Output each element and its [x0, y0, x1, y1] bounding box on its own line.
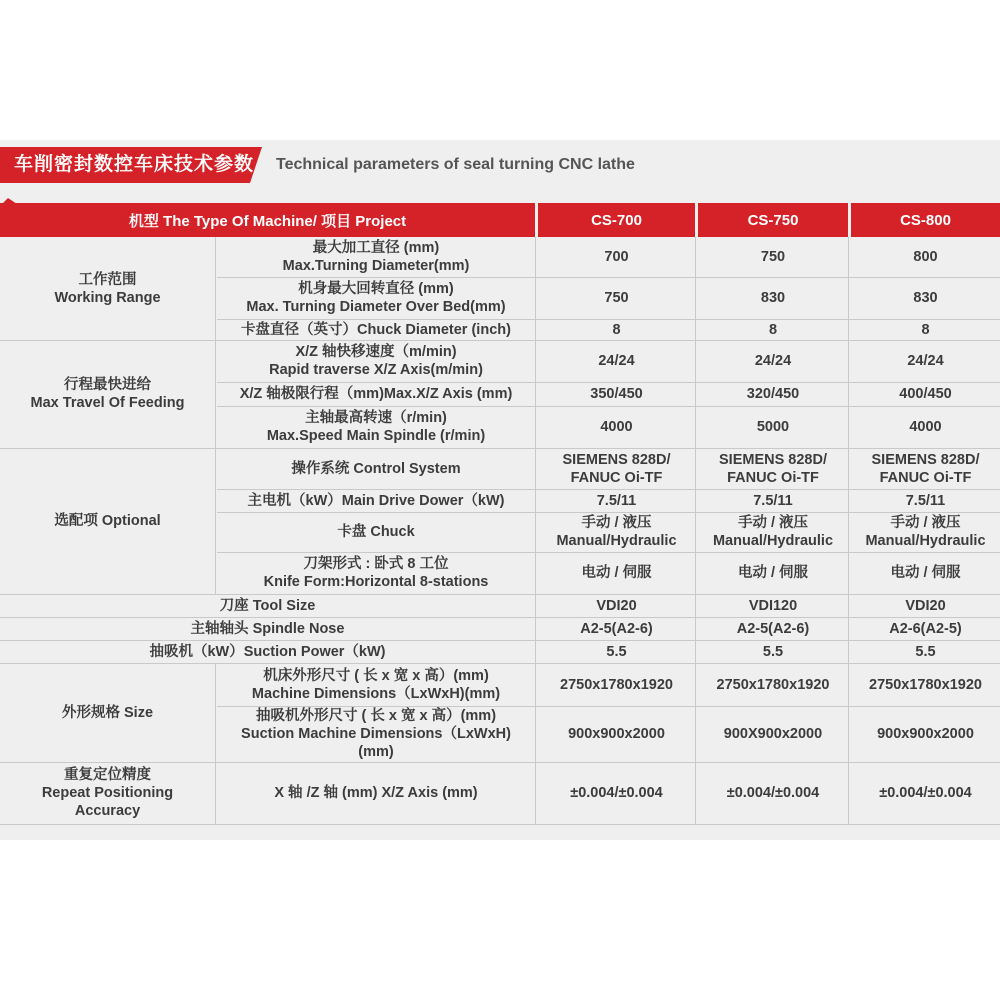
header-accent: [0, 198, 20, 206]
spec-value-line: SIEMENS 828D/: [562, 451, 671, 468]
spec-label-r10: [217, 552, 535, 594]
spec-value-r14-col3: [851, 663, 1000, 706]
spec-label-line: Max.Turning Diameter(mm): [282, 258, 470, 274]
spec-value-line: 电动 / 伺服: [581, 565, 652, 581]
spec-value-line: 电动 / 伺服: [737, 565, 809, 581]
spec-label-r9: [217, 512, 535, 552]
spec-value-r13-col1: [538, 640, 695, 663]
spec-value-line: 830: [760, 290, 786, 306]
column-divider: [215, 663, 216, 824]
spec-label-line: Knife Form:Horizontal 8-stations: [263, 574, 489, 590]
spec-value-line: 4000: [600, 419, 633, 435]
group-label-en: Working Range: [54, 289, 161, 306]
spec-value-line: FANUC Oi-TF: [570, 469, 663, 486]
group-optional: [0, 448, 215, 594]
spec-value-r8-col1: [538, 489, 695, 512]
group-label-cn: 重复定位精度: [64, 767, 151, 783]
spec-value-line: 750: [604, 290, 629, 306]
spec-label-line: 主电机（kW）Main Drive Dower（kW): [247, 492, 505, 509]
spec-value-line: 800: [913, 249, 938, 265]
row-divider: [0, 824, 1000, 825]
group-label-en: Repeat Positioning: [41, 785, 174, 801]
spec-label-line: 操作系统 Control System: [291, 460, 461, 477]
spec-value-line: 8: [921, 321, 930, 338]
group-label-cn: 行程最快进给: [64, 377, 151, 393]
spec-value-r10-col2: [698, 552, 848, 594]
spec-label-line: Max. Turning Diameter Over Bed(mm): [246, 299, 506, 315]
spec-label-r5: [217, 382, 535, 406]
group-label-en: Accuracy: [74, 803, 141, 819]
spec-value-line: Manual/Hydraulic: [556, 533, 677, 549]
spec-value-r7-col3: [851, 448, 1000, 489]
spec-label-line: 抽吸机（kW）Suction Power（kW): [149, 643, 386, 660]
spec-value-r16-col1: [538, 762, 695, 824]
spec-value-r3-col1: [538, 319, 695, 340]
spec-label-line: 主轴轴头 Spindle Nose: [190, 620, 345, 637]
spec-value-r1-col1: [538, 237, 695, 277]
spec-label-line: (mm): [358, 744, 394, 760]
spec-value-r12-col3: [851, 617, 1000, 640]
spec-value-line: 8: [612, 321, 621, 338]
spec-value-r15-col1: [538, 706, 695, 762]
spec-value-r2-col3: [851, 277, 1000, 319]
spec-label-r1: [217, 237, 535, 277]
spec-value-r6-col2: [698, 406, 848, 448]
spec-value-line: 5.5: [606, 643, 627, 660]
spec-value-r5-col1: [538, 382, 695, 406]
spec-value-r13-col2: [698, 640, 848, 663]
spec-value-line: 24/24: [598, 353, 635, 369]
spec-value-r2-col1: [538, 277, 695, 319]
group-working-range: [0, 237, 215, 340]
spec-value-line: SIEMENS 828D/: [871, 451, 980, 468]
spec-value-line: VDI120: [748, 597, 798, 614]
header-model-cs700: CS-700: [538, 203, 695, 237]
spec-value-line: 24/24: [907, 353, 944, 369]
spec-value-r16-col2: [698, 762, 848, 824]
spec-value-line: 830: [913, 290, 938, 306]
spec-value-line: SIEMENS 828D/: [719, 451, 827, 468]
spec-value-r12-col2: [698, 617, 848, 640]
spec-value-r4-col1: [538, 340, 695, 382]
spec-value-line: FANUC Oi-TF: [879, 469, 972, 486]
spec-value-r9-col3: [851, 512, 1000, 552]
group-label-en: Max Travel Of Feeding: [30, 395, 185, 411]
spec-label-line: 机身最大回转直径 (mm): [298, 281, 454, 297]
spec-value-r13-col3: [851, 640, 1000, 663]
spec-label-line: Suction Machine Dimensions（LxWxH): [241, 726, 511, 742]
spec-value-line: Manual/Hydraulic: [712, 533, 834, 549]
page-title-cn: 车削密封数控车床技术参数: [14, 154, 255, 175]
column-divider: [848, 237, 849, 824]
column-divider: [695, 237, 696, 824]
spec-value-line: A2-5(A2-6): [580, 620, 653, 637]
spec-value-line: 700: [604, 249, 629, 265]
spec-label-r6: [217, 406, 535, 448]
spec-label-line: X/Z 轴极限行程（mm)Max.X/Z Axis (mm): [239, 386, 513, 402]
spec-value-line: 5.5: [762, 643, 784, 660]
spec-value-r10-col1: [538, 552, 695, 594]
header-model-cs800: CS-800: [851, 203, 1000, 237]
spec-value-line: 2750x1780x1920: [560, 676, 673, 693]
spec-value-r1-col3: [851, 237, 1000, 277]
spec-value-line: VDI20: [596, 597, 637, 614]
spec-value-r6-col3: [851, 406, 1000, 448]
spec-value-line: 2750x1780x1920: [869, 676, 982, 693]
group-label: 外形规格 Size: [61, 704, 154, 721]
spec-label-r14: [217, 663, 535, 706]
spec-label-r7: [217, 448, 535, 489]
spec-value-line: 750: [760, 249, 786, 265]
spec-value-line: 手动 / 液压: [890, 515, 961, 531]
spec-value-r4-col2: [698, 340, 848, 382]
spec-value-line: 手动 / 液压: [581, 515, 652, 531]
spec-value-r8-col3: [851, 489, 1000, 512]
spec-value-r11-col3: [851, 594, 1000, 617]
spec-value-line: 7.5/11: [753, 492, 793, 509]
spec-label-line: Max.Speed Main Spindle (r/min): [266, 428, 486, 444]
spec-value-line: 手动 / 液压: [737, 515, 809, 531]
group-repeat-positioning: [0, 762, 215, 824]
spec-value-line: 24/24: [754, 353, 792, 369]
spec-value-line: ±0.004/±0.004: [879, 785, 972, 801]
page-title-en: Technical parameters of seal turning CNC lathe: [276, 156, 635, 173]
spec-value-line: 5.5: [915, 643, 936, 660]
spec-value-line: ±0.004/±0.004: [570, 785, 663, 801]
spec-value-r2-col2: [698, 277, 848, 319]
spec-value-r15-col2: [698, 706, 848, 762]
spec-label-line: X 轴 /Z 轴 (mm) X/Z Axis (mm): [274, 785, 478, 801]
spec-label-r3: [217, 319, 535, 340]
group-max-travel: [0, 340, 215, 448]
spec-value-r7-col1: [538, 448, 695, 489]
spec-value-r9-col2: [698, 512, 848, 552]
spec-value-r12-col1: [538, 617, 695, 640]
spec-label-line: Rapid traverse X/Z Axis(m/min): [269, 362, 483, 378]
spec-value-line: FANUC Oi-TF: [727, 469, 819, 486]
spec-value-r11-col1: [538, 594, 695, 617]
spec-label-r16: [217, 762, 535, 824]
spec-label-line: 抽吸机外形尺寸 ( 长 x 宽 x 高）(mm): [255, 708, 497, 724]
header-project: 机型 The Type Of Machine/ 项目 Project: [0, 203, 535, 237]
spec-value-line: 320/450: [746, 386, 800, 402]
spec-value-line: ±0.004/±0.004: [726, 785, 820, 801]
spec-value-r1-col2: [698, 237, 848, 277]
group-size: [0, 663, 215, 762]
spec-value-line: A2-6(A2-5): [889, 620, 962, 637]
spec-value-line: 8: [768, 321, 778, 338]
spec-label-r4: [217, 340, 535, 382]
column-divider: [535, 237, 536, 824]
spec-label-r15: [217, 706, 535, 762]
spec-value-line: 350/450: [590, 386, 643, 402]
spec-value-r3-col2: [698, 319, 848, 340]
spec-value-line: 5000: [756, 419, 790, 435]
spec-value-r14-col1: [538, 663, 695, 706]
spec-label-r12: [0, 617, 535, 640]
spec-value-line: 7.5/11: [905, 492, 946, 509]
spec-value-r16-col3: [851, 762, 1000, 824]
spec-value-line: 电动 / 伺服: [890, 565, 961, 581]
spec-value-r5-col3: [851, 382, 1000, 406]
spec-value-line: 4000: [909, 419, 942, 435]
group-label: 选配项 Optional: [54, 513, 161, 529]
spec-label-line: X/Z 轴快移速度（m/min): [295, 344, 457, 360]
spec-label-line: 卡盘直径（英寸）Chuck Diameter (inch): [241, 321, 511, 338]
spec-value-r14-col2: [698, 663, 848, 706]
spec-value-r9-col1: [538, 512, 695, 552]
spec-value-line: 900X900x2000: [723, 726, 823, 742]
spec-label-line: 主轴最高转速（r/min): [305, 410, 447, 426]
spec-value-r11-col2: [698, 594, 848, 617]
spec-value-r4-col3: [851, 340, 1000, 382]
spec-label-r11: [0, 594, 535, 617]
spec-value-line: 900x900x2000: [568, 726, 665, 742]
spec-value-r7-col2: [698, 448, 848, 489]
spec-label-line: 刀架形式 : 卧式 8 工位: [303, 556, 449, 572]
spec-value-r10-col3: [851, 552, 1000, 594]
spec-label-line: Machine Dimensions（LxWxH)(mm): [251, 685, 501, 702]
spec-value-line: A2-5(A2-6): [736, 620, 810, 637]
spec-value-r8-col2: [698, 489, 848, 512]
spec-label-line: 最大加工直径 (mm): [312, 240, 440, 256]
spec-value-r5-col2: [698, 382, 848, 406]
spec-value-line: Manual/Hydraulic: [865, 533, 986, 549]
spec-value-r15-col3: [851, 706, 1000, 762]
spec-label-r8: [217, 489, 535, 512]
spec-value-r6-col1: [538, 406, 695, 448]
spec-value-line: 7.5/11: [596, 492, 637, 509]
spec-value-line: 2750x1780x1920: [716, 676, 830, 693]
spec-label-line: 机床外形尺寸 ( 长 x 宽 x 高）(mm): [263, 667, 489, 684]
spec-value-r3-col3: [851, 319, 1000, 340]
spec-value-line: VDI20: [905, 597, 946, 614]
spec-value-line: 900x900x2000: [877, 726, 974, 742]
column-divider: [215, 237, 216, 594]
spec-label-r2: [217, 277, 535, 319]
spec-label-line: 刀座 Tool Size: [219, 597, 316, 614]
spec-value-line: 400/450: [899, 386, 952, 402]
group-label-cn: 工作范围: [78, 271, 137, 288]
spec-label-r13: [0, 640, 535, 663]
spec-label-line: 卡盘 Chuck: [337, 524, 415, 540]
header-model-cs750: CS-750: [698, 203, 848, 237]
